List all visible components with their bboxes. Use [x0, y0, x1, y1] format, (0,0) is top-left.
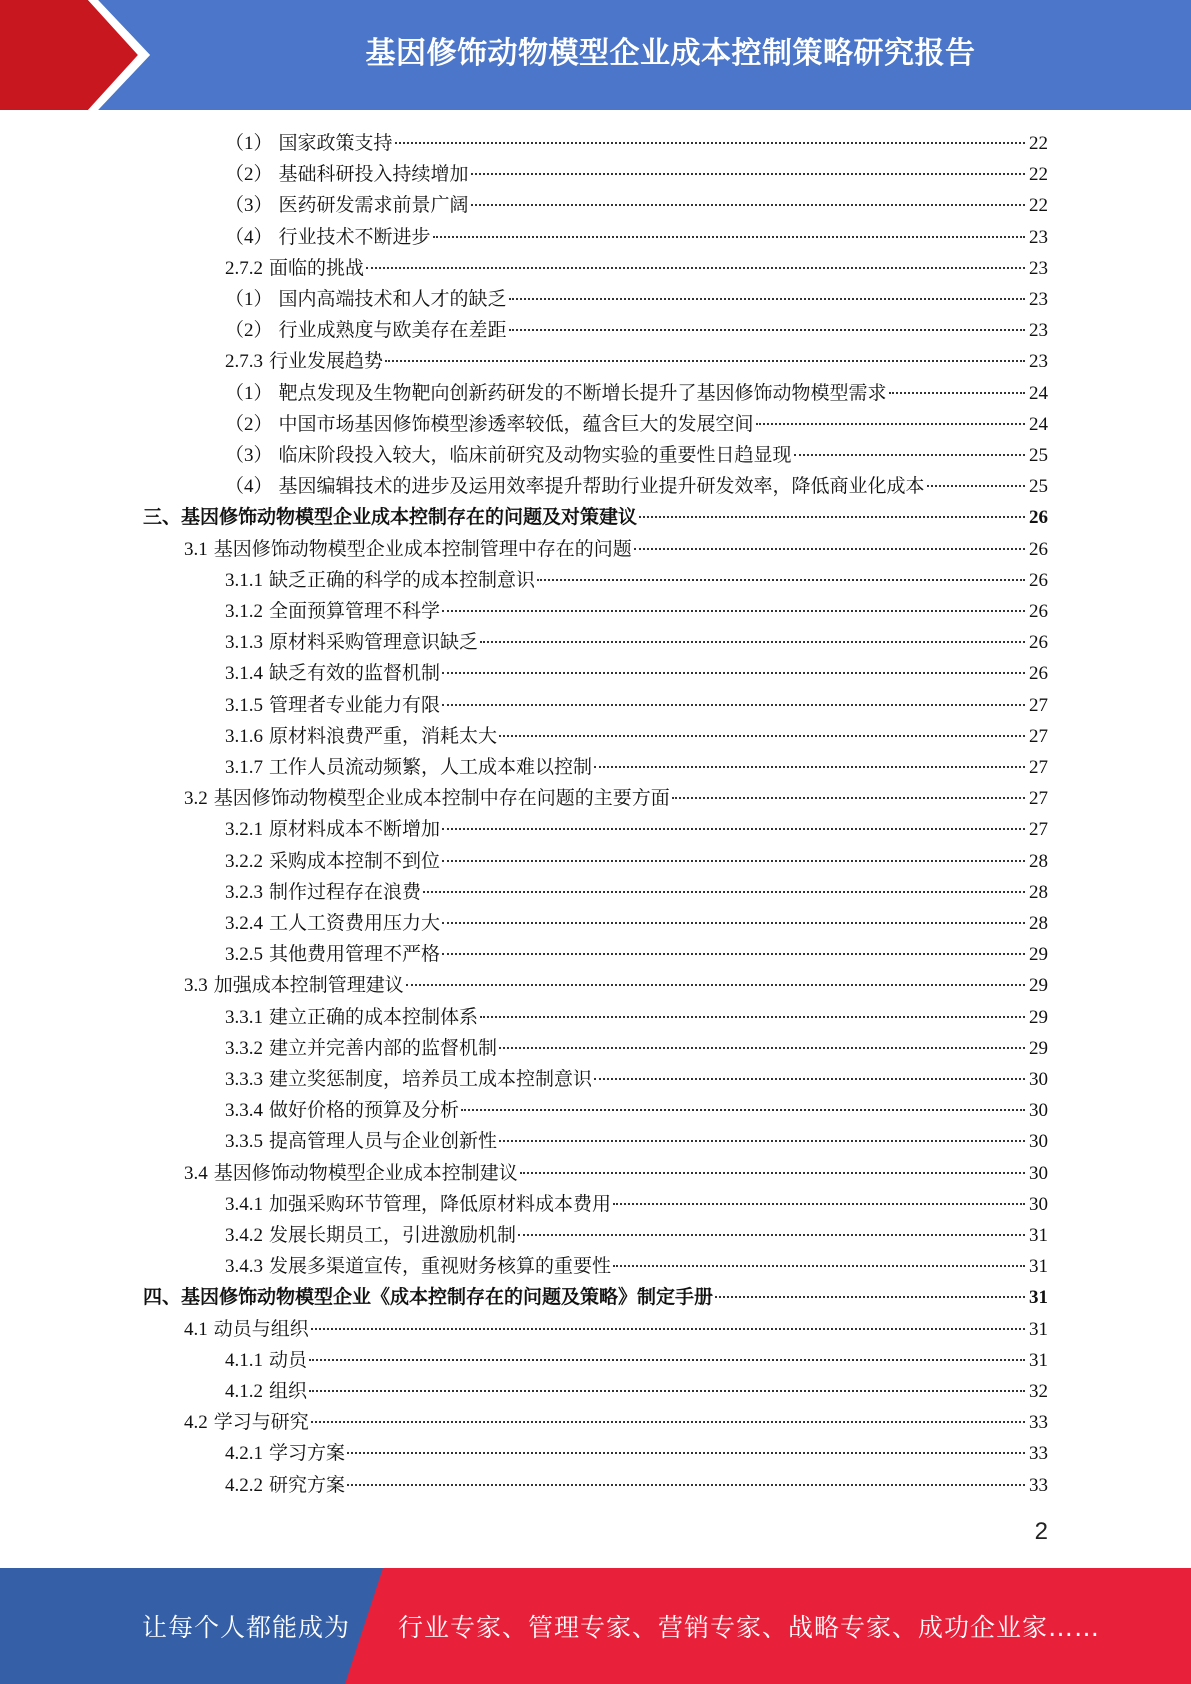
toc-entry-number: （3） — [225, 195, 273, 217]
toc-entry-number: 3.1.3 — [225, 632, 263, 654]
toc-entry-title: 行业技术不断进步 — [278, 226, 431, 248]
toc-entry-number: 3.3.4 — [225, 1100, 263, 1122]
toc-entry-title: 发展长期员工，引进激励机制 — [269, 1225, 517, 1246]
toc-entry-page: 22 — [1029, 164, 1048, 186]
toc-entry[interactable] — [225, 1470, 1048, 1501]
toc-entry[interactable] — [225, 409, 1048, 440]
toc-entry-number: 三、 — [143, 507, 182, 529]
toc-entry[interactable] — [225, 690, 1048, 721]
toc-entry[interactable] — [225, 752, 1048, 783]
toc-entry-number: 4.1.1 — [225, 1349, 263, 1371]
toc-entry-number: 2.7.2 — [225, 257, 263, 279]
toc-entry-number: （3） — [225, 445, 273, 466]
toc-entry-page: 29 — [1029, 1006, 1048, 1028]
toc-entry-title: 医药研发需求前景广阔 — [278, 195, 469, 217]
toc-entry[interactable] — [225, 1126, 1048, 1157]
toc-entry-title: 临床阶段投入较大，临床前研究及动物实验的重要性日趋显现 — [278, 445, 792, 466]
toc-entry-title: 基因修饰动物模型企业成本控制存在的问题及对策建议 — [181, 507, 638, 529]
toc-leader-dots — [520, 1172, 1025, 1174]
toc-entry[interactable] — [225, 939, 1048, 970]
toc-entry-number: 3.1.5 — [225, 694, 263, 716]
toc-leader-dots — [927, 485, 1025, 487]
toc-entry-title: 其他费用管理不严格 — [269, 944, 441, 966]
toc-entry-page: 23 — [1029, 257, 1048, 279]
page-number: 2 — [1034, 1518, 1048, 1545]
toc-entry-title: 面临的挑战 — [269, 257, 365, 279]
toc-leader-dots — [715, 1296, 1025, 1298]
toc-leader-dots — [385, 360, 1025, 362]
toc-entry-number: 3.3 — [184, 975, 208, 997]
toc-entry-title: 管理者专业能力有限 — [269, 694, 441, 716]
toc-entry-number: 3.3.3 — [225, 1069, 263, 1090]
toc-entry-title: 中国市场基因修饰模型渗透率较低，蕴含巨大的发展空间 — [278, 413, 754, 435]
toc-leader-dots — [594, 1078, 1025, 1080]
toc-leader-dots — [634, 548, 1025, 550]
toc-entry[interactable] — [225, 222, 1048, 253]
toc-entry-page: 28 — [1029, 913, 1048, 934]
toc-entry-number: 3.3.1 — [225, 1006, 263, 1028]
toc-leader-dots — [756, 423, 1025, 425]
toc-entry-title: 动员 — [269, 1349, 308, 1371]
toc-entry[interactable] — [225, 596, 1048, 627]
toc-entry-page: 24 — [1029, 382, 1048, 404]
toc-entry-number: 3.4.1 — [225, 1193, 263, 1215]
toc-entry-page: 30 — [1029, 1131, 1048, 1153]
toc-leader-dots — [509, 298, 1025, 300]
toc-entry-number: 4.1 — [184, 1318, 208, 1340]
toc-entry-number: 3.3.5 — [225, 1131, 263, 1153]
toc-entry[interactable] — [225, 877, 1048, 908]
toc-entry-number: 3.4.2 — [225, 1225, 263, 1246]
toc-entry-title: 基础科研投入持续增加 — [278, 164, 469, 186]
toc-leader-dots — [518, 1234, 1025, 1236]
toc-entry-page: 26 — [1029, 601, 1048, 622]
toc-entry[interactable] — [225, 1438, 1048, 1469]
toc-entry-number: 3.1.4 — [225, 663, 263, 685]
toc-leader-dots — [672, 797, 1025, 799]
toc-entry[interactable] — [184, 1314, 1048, 1345]
toc-leader-dots — [347, 1452, 1025, 1454]
toc-entry-page: 25 — [1029, 445, 1048, 466]
toc-entry-page: 26 — [1029, 507, 1048, 529]
toc-entry-number: 四、 — [143, 1287, 182, 1309]
toc-entry-page: 30 — [1029, 1100, 1048, 1122]
toc-entry[interactable] — [225, 1376, 1048, 1407]
toc-entry-page: 33 — [1029, 1474, 1048, 1496]
toc-entry[interactable] — [225, 908, 1048, 939]
toc-entry-number: （4） — [225, 226, 273, 248]
toc-leader-dots — [366, 267, 1025, 269]
toc-entry[interactable] — [225, 159, 1048, 190]
toc-entry-title: 工人工资费用压力大 — [269, 913, 441, 934]
toc-entry-title: 建立奖惩制度，培养员工成本控制意识 — [269, 1069, 593, 1090]
toc-entry-page: 27 — [1029, 725, 1048, 747]
toc-entry-title: 制作过程存在浪费 — [269, 881, 422, 903]
toc-entry-page: 27 — [1029, 694, 1048, 716]
toc-entry-title: 基因编辑技术的进步及运用效率提升帮助行业提升研发效率，降低商业化成本 — [278, 476, 925, 498]
toc-leader-dots — [461, 1109, 1025, 1111]
toc-leader-dots — [442, 953, 1025, 955]
toc-leader-dots — [311, 1421, 1025, 1423]
toc-entry[interactable] — [225, 440, 1048, 471]
toc-leader-dots — [442, 828, 1025, 830]
toc-leader-dots — [537, 579, 1025, 581]
toc-entry-number: 4.1.2 — [225, 1381, 263, 1402]
toc-entry-number: （2） — [225, 320, 273, 342]
toc-entry[interactable] — [184, 783, 1048, 814]
toc-entry[interactable] — [143, 1282, 1048, 1313]
toc-entry-page: 26 — [1029, 538, 1048, 560]
toc-entry-title: 发展多渠道宣传，重视财务核算的重要性 — [269, 1256, 612, 1278]
toc-entry-page: 28 — [1029, 850, 1048, 872]
toc-entry[interactable] — [225, 1095, 1048, 1126]
toc-entry[interactable] — [225, 346, 1048, 377]
toc-entry-page: 22 — [1029, 133, 1048, 154]
toc-entry[interactable] — [225, 1033, 1048, 1064]
toc-entry-page: 23 — [1029, 289, 1048, 310]
toc-entry-number: 3.2.4 — [225, 913, 263, 934]
red-arrow-decoration — [0, 0, 150, 110]
toc-entry-number: （4） — [225, 476, 273, 498]
toc-entry-page: 33 — [1029, 1412, 1048, 1434]
toc-entry-page: 29 — [1029, 944, 1048, 966]
toc-entry-title: 动员与组织 — [213, 1318, 309, 1340]
toc-entry-page: 23 — [1029, 320, 1048, 342]
toc-entry[interactable] — [225, 378, 1048, 409]
toc-entry-number: 3.2 — [184, 788, 208, 810]
toc-entry-page: 26 — [1029, 663, 1048, 685]
toc-entry-page: 22 — [1029, 195, 1048, 217]
toc-leader-dots — [442, 610, 1025, 612]
toc-entry[interactable] — [225, 1189, 1048, 1220]
toc-entry[interactable] — [225, 565, 1048, 596]
toc-leader-dots — [442, 704, 1025, 706]
toc-leader-dots — [395, 142, 1025, 144]
toc-entry-number: 3.2.3 — [225, 881, 263, 903]
toc-leader-dots — [423, 891, 1025, 893]
toc-leader-dots — [480, 641, 1025, 643]
toc-entry-page: 26 — [1029, 569, 1048, 591]
footer-slogan-right: 行业专家、管理专家、营销专家、战略专家、成功企业家…… — [398, 1613, 1101, 1642]
toc-entry-title: 做好价格的预算及分析 — [269, 1100, 460, 1122]
toc-entry-page: 30 — [1029, 1069, 1048, 1090]
toc-entry-number: （1） — [225, 289, 273, 310]
toc-entry-number: 3.1 — [184, 538, 208, 560]
toc-leader-dots — [347, 1484, 1025, 1486]
toc-entry-page: 31 — [1029, 1256, 1048, 1278]
toc-leader-dots — [499, 1047, 1025, 1049]
toc-entry[interactable] — [225, 1220, 1048, 1251]
toc-entry-page: 31 — [1029, 1349, 1048, 1371]
toc-entry-number: 3.1.6 — [225, 725, 263, 747]
toc-entry-page: 32 — [1029, 1381, 1048, 1402]
toc-entry-page: 30 — [1029, 1162, 1048, 1184]
toc-entry-title: 缺乏有效的监督机制 — [269, 663, 441, 685]
toc-entry[interactable] — [184, 534, 1048, 565]
toc-entry-page: 23 — [1029, 351, 1048, 373]
toc-entry-title: 靶点发现及生物靶向创新药研发的不断增长提升了基因修饰动物模型需求 — [278, 382, 887, 404]
toc-entry-page: 33 — [1029, 1443, 1048, 1465]
toc-entry[interactable] — [225, 471, 1048, 502]
toc-entry-title: 研究方案 — [269, 1474, 346, 1496]
report-title: 基因修饰动物模型企业成本控制策略研究报告 — [365, 36, 976, 71]
toc-entry-number: 4.2 — [184, 1412, 208, 1434]
toc-entry-title: 建立并完善内部的监督机制 — [269, 1037, 498, 1059]
toc-entry[interactable] — [225, 128, 1048, 159]
toc-leader-dots — [311, 1328, 1025, 1330]
toc-entry-title: 行业成熟度与欧美存在差距 — [278, 320, 507, 342]
page-header — [0, 0, 1191, 110]
toc-entry-number: 3.2.1 — [225, 819, 263, 841]
toc-entry-title: 采购成本控制不到位 — [269, 850, 441, 872]
toc-entry[interactable] — [225, 190, 1048, 221]
toc-leader-dots — [499, 735, 1025, 737]
toc-entry-title: 原材料成本不断增加 — [269, 819, 441, 841]
toc-leader-dots — [442, 672, 1025, 674]
toc-leader-dots — [471, 173, 1025, 175]
toc-entry-title: 国家政策支持 — [278, 133, 393, 154]
toc-entry-title: 基因修饰动物模型企业《成本控制存在的问题及策略》制定手册 — [181, 1287, 714, 1309]
toc-entry[interactable] — [184, 1158, 1048, 1189]
toc-entry-title: 组织 — [269, 1381, 308, 1402]
toc-leader-dots — [442, 860, 1025, 862]
toc-entry-number: 3.1.7 — [225, 757, 263, 778]
toc-entry-page: 26 — [1029, 632, 1048, 654]
toc-entry[interactable] — [225, 1002, 1048, 1033]
toc-leader-dots — [480, 1016, 1025, 1018]
toc-entry-page: 27 — [1029, 819, 1048, 841]
toc-entry-title: 学习与研究 — [213, 1412, 309, 1434]
toc-entry[interactable] — [225, 846, 1048, 877]
toc-entry-title: 行业发展趋势 — [269, 351, 384, 373]
toc-entry-page: 29 — [1029, 1037, 1048, 1059]
toc-entry-page: 24 — [1029, 413, 1048, 435]
toc-entry-number: 3.3.2 — [225, 1037, 263, 1059]
toc-entry[interactable] — [225, 814, 1048, 845]
toc-leader-dots — [471, 204, 1025, 206]
toc-entry-title: 基因修饰动物模型企业成本控制中存在问题的主要方面 — [213, 788, 670, 810]
toc-entry-title: 国内高端技术和人才的缺乏 — [278, 289, 507, 310]
toc-entry-page: 31 — [1029, 1318, 1048, 1340]
toc-entry[interactable] — [184, 970, 1048, 1001]
toc-entry-number: 3.1.1 — [225, 569, 263, 591]
toc-entry[interactable] — [225, 721, 1048, 752]
toc-entry-title: 加强成本控制管理建议 — [213, 975, 404, 997]
toc-entry-page: 29 — [1029, 975, 1048, 997]
toc-entry-number: （2） — [225, 164, 273, 186]
toc-entry-page: 23 — [1029, 226, 1048, 248]
toc-entry-title: 学习方案 — [269, 1443, 346, 1465]
footer-slogan-left: 让每个人都能成为 — [142, 1613, 351, 1642]
toc-entry-number: 3.2.2 — [225, 850, 263, 872]
toc-entry[interactable] — [143, 502, 1048, 533]
toc-entry[interactable] — [184, 1407, 1048, 1438]
toc-entry-number: 3.1.2 — [225, 601, 263, 622]
toc-leader-dots — [639, 516, 1025, 518]
toc-entry-title: 基因修饰动物模型企业成本控制管理中存在的问题 — [213, 538, 632, 560]
toc-leader-dots — [889, 392, 1025, 394]
toc-entry-page: 31 — [1029, 1287, 1048, 1309]
toc-entry-number: 3.4.3 — [225, 1256, 263, 1278]
toc-leader-dots — [499, 1140, 1025, 1142]
toc-entry-title: 缺乏正确的科学的成本控制意识 — [269, 569, 536, 591]
toc-leader-dots — [613, 1265, 1025, 1267]
toc-leader-dots — [594, 766, 1025, 768]
toc-entry-title: 提高管理人员与企业创新性 — [269, 1131, 498, 1153]
page-footer — [0, 1568, 1191, 1684]
toc-entry-title: 基因修饰动物模型企业成本控制建议 — [213, 1162, 518, 1184]
toc-entry-page: 25 — [1029, 476, 1048, 498]
toc-entry-title: 加强采购环节管理，降低原材料成本费用 — [269, 1193, 612, 1215]
toc-entry[interactable] — [225, 284, 1048, 315]
toc-leader-dots — [794, 454, 1025, 456]
toc-entry-page: 27 — [1029, 757, 1048, 778]
toc-entry[interactable] — [225, 1251, 1048, 1282]
toc-leader-dots — [442, 922, 1025, 924]
toc-entry-title: 全面预算管理不科学 — [269, 601, 441, 622]
toc-entry-number: 3.4 — [184, 1162, 208, 1184]
toc-entry-page: 28 — [1029, 881, 1048, 903]
toc-leader-dots — [309, 1359, 1025, 1361]
toc-leader-dots — [509, 329, 1025, 331]
toc-entry[interactable] — [225, 658, 1048, 689]
toc-leader-dots — [309, 1390, 1025, 1392]
toc-entry-page: 30 — [1029, 1193, 1048, 1215]
toc-entry-number: 4.2.1 — [225, 1443, 263, 1465]
toc-leader-dots — [433, 236, 1025, 238]
toc-entry-number: 2.7.3 — [225, 351, 263, 373]
toc-entry-number: 4.2.2 — [225, 1474, 263, 1496]
toc-entry-title: 原材料采购管理意识缺乏 — [269, 632, 479, 654]
toc-entry-page: 27 — [1029, 788, 1048, 810]
toc-entry-number: （1） — [225, 382, 273, 404]
toc-entry[interactable] — [225, 1345, 1048, 1376]
toc-entry-number: （1） — [225, 133, 273, 154]
toc-entry[interactable] — [225, 253, 1048, 284]
toc-entry[interactable] — [225, 315, 1048, 346]
toc-leader-dots — [613, 1203, 1025, 1205]
toc-entry-title: 建立正确的成本控制体系 — [269, 1006, 479, 1028]
toc-entry-title: 工作人员流动频繁，人工成本难以控制 — [269, 757, 593, 778]
toc-leader-dots — [406, 984, 1025, 986]
toc-entry[interactable] — [225, 627, 1048, 658]
toc-entry-title: 原材料浪费严重，消耗太大 — [269, 725, 498, 747]
toc-entry-number: 3.2.5 — [225, 944, 263, 966]
toc-entry[interactable] — [225, 1064, 1048, 1095]
toc-entry-number: （2） — [225, 413, 273, 435]
toc-entry-page: 31 — [1029, 1225, 1048, 1246]
